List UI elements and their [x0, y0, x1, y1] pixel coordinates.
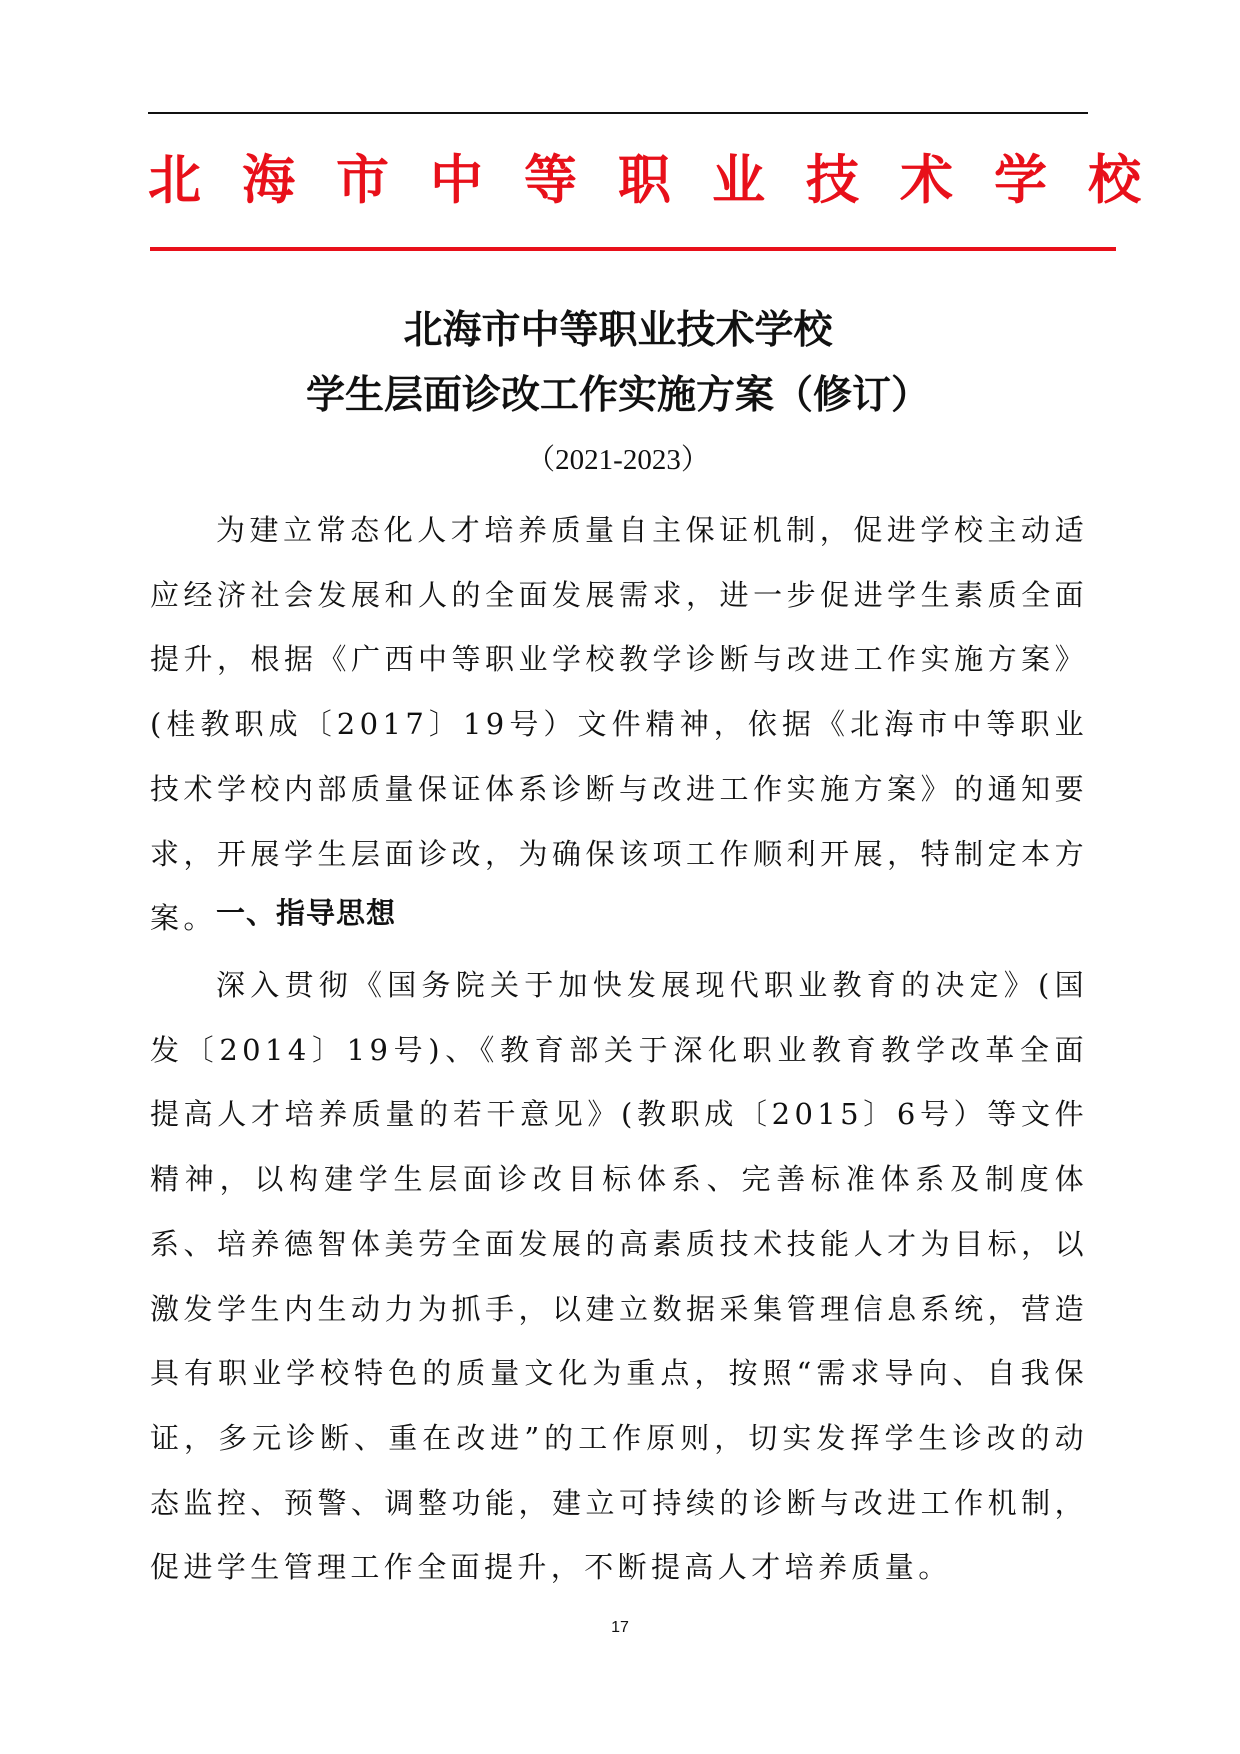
intro-paragraph: 为建立常态化人才培养质量自主保证机制，促进学校主动适应经济社会发展和人的全面发展需求，进一步促进学生素质全面提升，根据《广西中等职业学校教学诊断与改进工作实施方案》(桂教职成〔2017〕19号）文件精神，依据《北海市中等职业技术学校内部质量保证体系诊断与改进工作实施方案》的通知要求，开展学生层面诊改，为确保该项工作顺利开展，特制定本方案。 — [150, 513, 1088, 936]
document-title-line-1: 北海市中等职业技术学校 — [403, 308, 833, 353]
guiding-ideology-paragraph: 深入贯彻《国务院关于加快发展现代职业教育的决定》(国发〔2014〕19号)、《教育部关于深化职业教育教学改革全面提高人才培养质量的若干意见》(教职成〔2015〕6号）等文件精神，以构建学生层面诊改目标体系、完善标准体系及制度体系、培养德智体美劳全面发展的高素质技术技能人才为目标，以激发学生内生动力为抓手，以建立数据采集管理信息系统，营造具有职业学校特色的质量文化为重点，按照“需求导向、自我保证，多元诊断、重在改进”的工作原则，切实发挥学生诊改的动态监控、预警、调整功能，建立可持续的诊断与改进工作机制，促进学生管理工作全面提升，不断提高人才培养质量。 — [150, 968, 1088, 1585]
school-letterhead: 北海市中等职业技术学校 — [148, 149, 1182, 211]
document-title-line-2: 学生层面诊改工作实施方案（修订） — [305, 373, 930, 418]
document-years: （2021-2023） — [526, 444, 710, 476]
header-top-rule — [148, 112, 1088, 114]
header-red-rule — [150, 247, 1116, 251]
section-heading-guiding-ideology: 一、指导思想 — [216, 896, 397, 930]
page-number: 17 — [611, 1619, 629, 1636]
